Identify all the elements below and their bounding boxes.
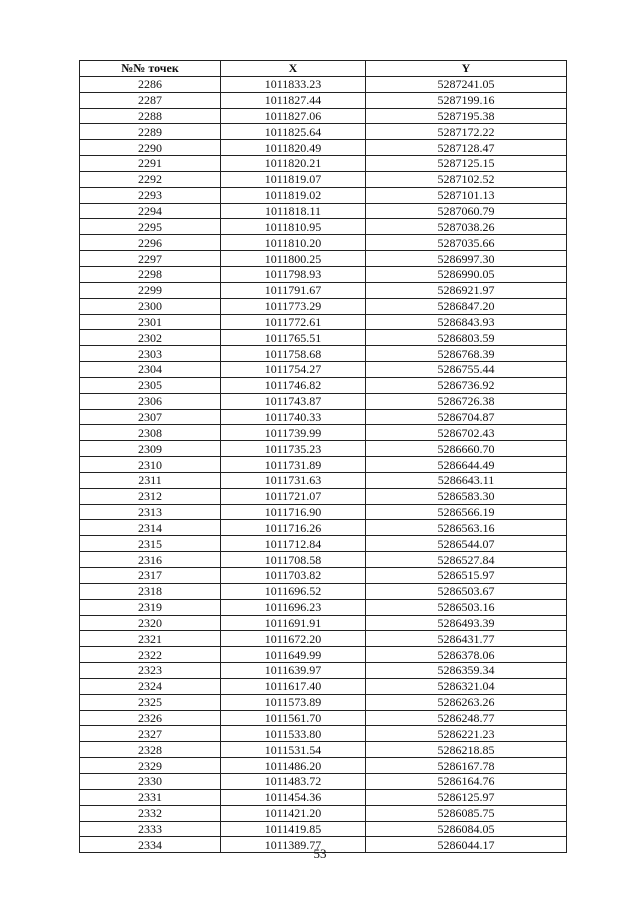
y-coordinate-cell: 5287060.79 [366, 203, 567, 219]
point-number-cell: 2304 [80, 362, 221, 378]
y-coordinate-cell: 5287199.16 [366, 92, 567, 108]
x-coordinate-cell: 1011573.89 [221, 694, 366, 710]
point-number-cell: 2305 [80, 377, 221, 393]
x-coordinate-cell: 1011421.20 [221, 805, 366, 821]
y-coordinate-cell: 5287128.47 [366, 140, 567, 156]
point-number-cell: 2318 [80, 583, 221, 599]
y-coordinate-cell: 5286263.26 [366, 694, 567, 710]
y-coordinate-cell: 5286167.78 [366, 758, 567, 774]
point-number-cell: 2287 [80, 92, 221, 108]
y-coordinate-cell: 5286583.30 [366, 488, 567, 504]
x-coordinate-cell: 1011483.72 [221, 773, 366, 789]
y-coordinate-cell: 5286997.30 [366, 251, 567, 267]
point-number-cell: 2309 [80, 441, 221, 457]
x-coordinate-cell: 1011739.99 [221, 425, 366, 441]
x-coordinate-cell: 1011800.25 [221, 251, 366, 267]
y-coordinate-cell: 5286768.39 [366, 346, 567, 362]
table-row [80, 266, 567, 282]
x-coordinate-cell: 1011419.85 [221, 821, 366, 837]
x-coordinate-cell: 1011389.77 [221, 837, 366, 853]
point-number-cell: 2310 [80, 457, 221, 473]
x-coordinate-cell: 1011696.23 [221, 599, 366, 615]
y-coordinate-cell: 5286726.38 [366, 393, 567, 409]
x-coordinate-cell: 1011672.20 [221, 631, 366, 647]
point-number-cell: 2317 [80, 568, 221, 584]
y-coordinate-cell: 5286125.97 [366, 789, 567, 805]
table-row [80, 472, 567, 488]
x-coordinate-cell: 1011791.67 [221, 282, 366, 298]
y-coordinate-cell: 5286085.75 [366, 805, 567, 821]
table-row [80, 235, 567, 251]
x-coordinate-cell: 1011454.36 [221, 789, 366, 805]
point-number-cell: 2311 [80, 472, 221, 488]
x-coordinate-cell: 1011696.52 [221, 583, 366, 599]
x-coordinate-cell: 1011825.64 [221, 124, 366, 140]
x-coordinate-cell: 1011818.11 [221, 203, 366, 219]
point-number-cell: 2292 [80, 171, 221, 187]
x-coordinate-cell: 1011743.87 [221, 393, 366, 409]
table-row [80, 108, 567, 124]
table-row [80, 536, 567, 552]
point-number-cell: 2312 [80, 488, 221, 504]
point-number-cell: 2290 [80, 140, 221, 156]
y-coordinate-cell: 5286321.04 [366, 678, 567, 694]
x-coordinate-cell: 1011617.40 [221, 678, 366, 694]
table-row [80, 362, 567, 378]
header-x: X [221, 61, 366, 77]
point-number-cell: 2289 [80, 124, 221, 140]
y-coordinate-cell: 5286493.39 [366, 615, 567, 631]
x-coordinate-cell: 1011820.21 [221, 156, 366, 172]
y-coordinate-cell: 5287102.52 [366, 171, 567, 187]
point-number-cell: 2321 [80, 631, 221, 647]
table-row [80, 726, 567, 742]
point-number-cell: 2294 [80, 203, 221, 219]
y-coordinate-cell: 5287038.26 [366, 219, 567, 235]
point-number-cell: 2313 [80, 504, 221, 520]
x-coordinate-cell: 1011827.06 [221, 108, 366, 124]
y-coordinate-cell: 5286660.70 [366, 441, 567, 457]
x-coordinate-cell: 1011721.07 [221, 488, 366, 504]
x-coordinate-cell: 1011765.51 [221, 330, 366, 346]
table-row [80, 441, 567, 457]
y-coordinate-cell: 5286990.05 [366, 266, 567, 282]
point-number-cell: 2296 [80, 235, 221, 251]
y-coordinate-cell: 5286503.67 [366, 583, 567, 599]
table-row [80, 425, 567, 441]
table-row [80, 758, 567, 774]
y-coordinate-cell: 5286563.16 [366, 520, 567, 536]
table-row [80, 298, 567, 314]
table-row [80, 457, 567, 473]
y-coordinate-cell: 5286044.17 [366, 837, 567, 853]
x-coordinate-cell: 1011798.93 [221, 266, 366, 282]
table-row [80, 599, 567, 615]
point-number-cell: 2297 [80, 251, 221, 267]
y-coordinate-cell: 5286644.49 [366, 457, 567, 473]
x-coordinate-cell: 1011712.84 [221, 536, 366, 552]
x-coordinate-cell: 1011649.99 [221, 647, 366, 663]
point-number-cell: 2330 [80, 773, 221, 789]
point-number-cell: 2322 [80, 647, 221, 663]
x-coordinate-cell: 1011639.97 [221, 663, 366, 679]
y-coordinate-cell: 5286378.06 [366, 647, 567, 663]
y-coordinate-cell: 5286221.23 [366, 726, 567, 742]
point-number-cell: 2293 [80, 187, 221, 203]
y-coordinate-cell: 5286431.77 [366, 631, 567, 647]
point-number-cell: 2302 [80, 330, 221, 346]
x-coordinate-cell: 1011758.68 [221, 346, 366, 362]
y-coordinate-cell: 5286847.20 [366, 298, 567, 314]
header-row [80, 61, 567, 77]
table-row [80, 171, 567, 187]
y-coordinate-cell: 5287101.13 [366, 187, 567, 203]
x-coordinate-cell: 1011820.49 [221, 140, 366, 156]
table-row [80, 647, 567, 663]
point-number-cell: 2329 [80, 758, 221, 774]
point-number-cell: 2325 [80, 694, 221, 710]
header-point-number: №№ точек [80, 61, 221, 77]
x-coordinate-cell: 1011746.82 [221, 377, 366, 393]
table-row [80, 488, 567, 504]
x-coordinate-cell: 1011772.61 [221, 314, 366, 330]
x-coordinate-cell: 1011703.82 [221, 568, 366, 584]
y-coordinate-cell: 5287195.38 [366, 108, 567, 124]
point-number-cell: 2300 [80, 298, 221, 314]
x-coordinate-cell: 1011819.07 [221, 171, 366, 187]
y-coordinate-cell: 5286755.44 [366, 362, 567, 378]
x-coordinate-cell: 1011486.20 [221, 758, 366, 774]
x-coordinate-cell: 1011561.70 [221, 710, 366, 726]
point-number-cell: 2298 [80, 266, 221, 282]
y-coordinate-cell: 5287241.05 [366, 76, 567, 92]
x-coordinate-cell: 1011731.89 [221, 457, 366, 473]
table-row [80, 631, 567, 647]
y-coordinate-cell: 5286164.76 [366, 773, 567, 789]
table-row [80, 282, 567, 298]
table-row [80, 789, 567, 805]
point-number-cell: 2332 [80, 805, 221, 821]
y-coordinate-cell: 5286527.84 [366, 552, 567, 568]
table-row [80, 805, 567, 821]
y-coordinate-cell: 5286515.97 [366, 568, 567, 584]
point-number-cell: 2319 [80, 599, 221, 615]
point-number-cell: 2315 [80, 536, 221, 552]
table-row [80, 710, 567, 726]
point-number-cell: 2307 [80, 409, 221, 425]
x-coordinate-cell: 1011810.20 [221, 235, 366, 251]
point-number-cell: 2327 [80, 726, 221, 742]
page-number: 53 [313, 846, 327, 861]
x-coordinate-cell: 1011731.63 [221, 472, 366, 488]
point-number-cell: 2299 [80, 282, 221, 298]
y-coordinate-cell: 5286218.85 [366, 742, 567, 758]
point-number-cell: 2303 [80, 346, 221, 362]
y-coordinate-cell: 5286921.97 [366, 282, 567, 298]
table-row [80, 821, 567, 837]
y-coordinate-cell: 5286566.19 [366, 504, 567, 520]
table-row [80, 330, 567, 346]
point-number-cell: 2334 [80, 837, 221, 853]
point-number-cell: 2308 [80, 425, 221, 441]
table-row [80, 663, 567, 679]
y-coordinate-cell: 5287172.22 [366, 124, 567, 140]
table-row [80, 583, 567, 599]
header-y: Y [366, 61, 567, 77]
x-coordinate-cell: 1011819.02 [221, 187, 366, 203]
point-number-cell: 2328 [80, 742, 221, 758]
y-coordinate-cell: 5287035.66 [366, 235, 567, 251]
point-number-cell: 2286 [80, 76, 221, 92]
x-coordinate-cell: 1011691.91 [221, 615, 366, 631]
x-coordinate-cell: 1011810.95 [221, 219, 366, 235]
y-coordinate-cell: 5286843.93 [366, 314, 567, 330]
y-coordinate-cell: 5286643.11 [366, 472, 567, 488]
table-row [80, 393, 567, 409]
y-coordinate-cell: 5286702.43 [366, 425, 567, 441]
point-number-cell: 2323 [80, 663, 221, 679]
point-number-cell: 2288 [80, 108, 221, 124]
table-row [80, 504, 567, 520]
table-row [80, 219, 567, 235]
table-row [80, 568, 567, 584]
table-row [80, 76, 567, 92]
table-row [80, 187, 567, 203]
point-number-cell: 2320 [80, 615, 221, 631]
table-row [80, 251, 567, 267]
table-row [80, 520, 567, 536]
point-number-cell: 2316 [80, 552, 221, 568]
point-number-cell: 2306 [80, 393, 221, 409]
table-row [80, 124, 567, 140]
x-coordinate-cell: 1011708.58 [221, 552, 366, 568]
coordinates-table [79, 60, 567, 853]
table-row [80, 409, 567, 425]
y-coordinate-cell: 5287125.15 [366, 156, 567, 172]
point-number-cell: 2291 [80, 156, 221, 172]
table-row [80, 742, 567, 758]
point-number-cell: 2326 [80, 710, 221, 726]
y-coordinate-cell: 5286503.16 [366, 599, 567, 615]
x-coordinate-cell: 1011773.29 [221, 298, 366, 314]
table-row [80, 678, 567, 694]
y-coordinate-cell: 5286359.34 [366, 663, 567, 679]
x-coordinate-cell: 1011827.44 [221, 92, 366, 108]
x-coordinate-cell: 1011754.27 [221, 362, 366, 378]
y-coordinate-cell: 5286084.05 [366, 821, 567, 837]
x-coordinate-cell: 1011735.23 [221, 441, 366, 457]
table-row [80, 156, 567, 172]
y-coordinate-cell: 5286704.87 [366, 409, 567, 425]
y-coordinate-cell: 5286248.77 [366, 710, 567, 726]
table-row [80, 346, 567, 362]
table-row [80, 314, 567, 330]
point-number-cell: 2333 [80, 821, 221, 837]
x-coordinate-cell: 1011833.23 [221, 76, 366, 92]
table-body [80, 76, 567, 852]
table-row [80, 694, 567, 710]
x-coordinate-cell: 1011716.90 [221, 504, 366, 520]
table-row [80, 92, 567, 108]
x-coordinate-cell: 1011716.26 [221, 520, 366, 536]
table-row [80, 773, 567, 789]
table-row [80, 552, 567, 568]
table-row [80, 203, 567, 219]
point-number-cell: 2295 [80, 219, 221, 235]
table-header [80, 61, 567, 77]
table-row [80, 377, 567, 393]
point-number-cell: 2324 [80, 678, 221, 694]
table-row [80, 615, 567, 631]
point-number-cell: 2314 [80, 520, 221, 536]
point-number-cell: 2301 [80, 314, 221, 330]
x-coordinate-cell: 1011740.33 [221, 409, 366, 425]
x-coordinate-cell: 1011531.54 [221, 742, 366, 758]
x-coordinate-cell: 1011533.80 [221, 726, 366, 742]
y-coordinate-cell: 5286736.92 [366, 377, 567, 393]
y-coordinate-cell: 5286803.59 [366, 330, 567, 346]
point-number-cell: 2331 [80, 789, 221, 805]
table-row [80, 140, 567, 156]
y-coordinate-cell: 5286544.07 [366, 536, 567, 552]
